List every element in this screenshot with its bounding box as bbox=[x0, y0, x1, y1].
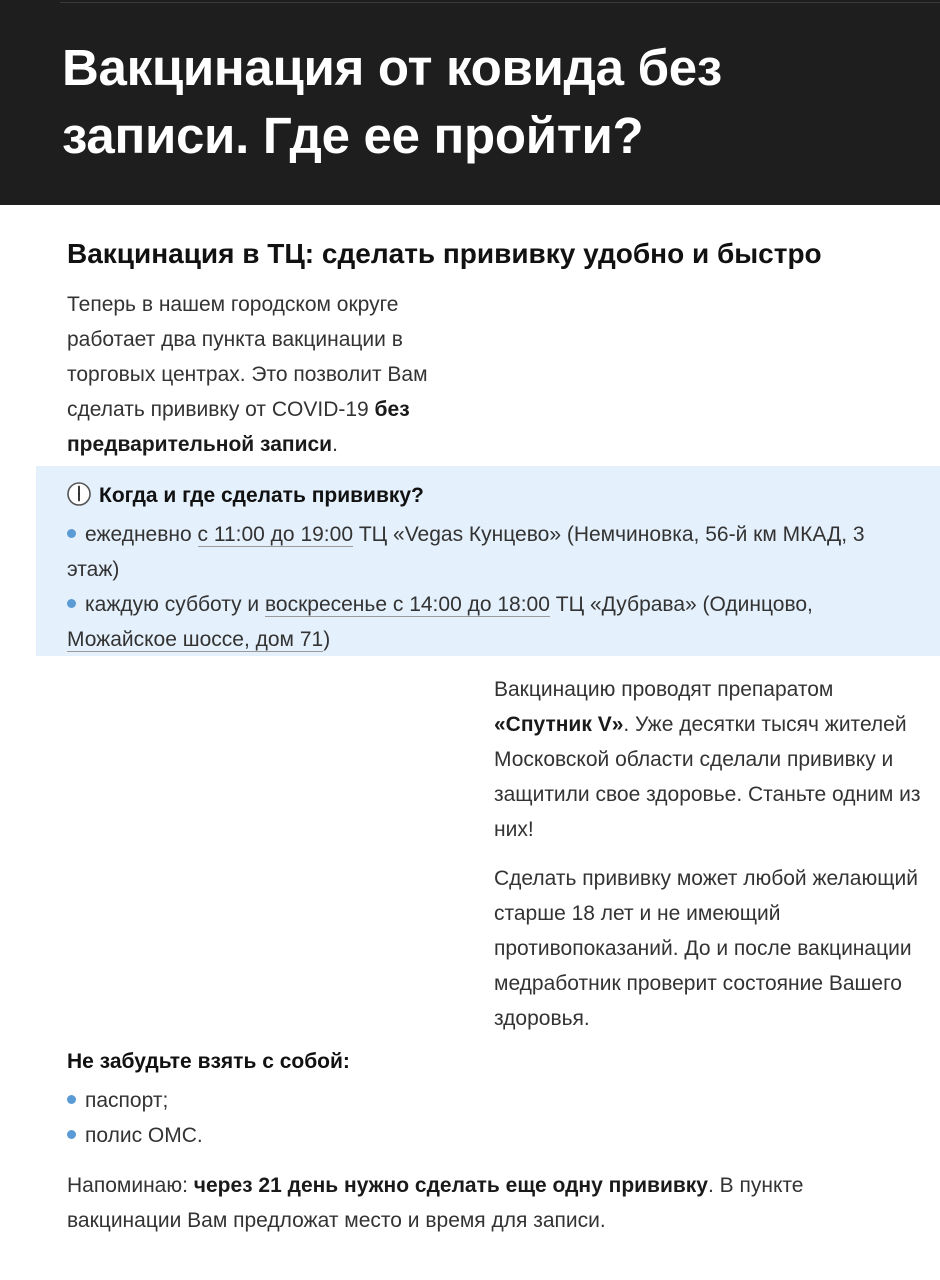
clock-icon bbox=[67, 482, 91, 506]
schedule-item-location: ТЦ «Vegas Кунцево» (Немчиновка, 56-й км МКАД, 3 этаж) bbox=[67, 523, 865, 581]
intro-text: Теперь в нашем городском округе работает два пункта вакцинации в торговых центрах. Это позволит Вам сделать прививку от COVID-19 bbox=[67, 293, 428, 421]
bullet-icon bbox=[67, 1095, 76, 1104]
reminder-bold: через 21 день нужно сделать еще одну прививку bbox=[193, 1174, 708, 1197]
schedule-title bbox=[67, 478, 424, 513]
list-item-text: паспорт; bbox=[85, 1089, 169, 1112]
section-title: Вакцинация в ТЦ: сделать прививку удобно и быстро bbox=[67, 238, 822, 269]
vaccine-paragraph bbox=[494, 672, 924, 847]
reminder-text-end: . В пункте вакцинации Вам предложат место и время для записи. bbox=[67, 1174, 804, 1232]
checklist-title: Не забудьте взять с собой: bbox=[67, 1050, 350, 1073]
list-item-text: полис ОМС. bbox=[85, 1124, 203, 1147]
bullet-icon bbox=[67, 1130, 76, 1139]
intro-paragraph bbox=[67, 287, 487, 462]
schedule-time-link[interactable]: воскресенье с 14:00 до 18:00 bbox=[264, 593, 550, 616]
reminder-paragraph bbox=[67, 1168, 917, 1238]
schedule-title-text: Когда и где сделать прививку? bbox=[99, 484, 424, 507]
vaccine-text: Вакцинацию проводят препаратом bbox=[494, 678, 834, 701]
page-title: Вакцинация от ковида без записи. Где ее пройти? bbox=[62, 39, 722, 164]
reminder-text: Напоминаю: bbox=[67, 1174, 194, 1197]
address-link[interactable]: Можайское шоссе, дом 71 bbox=[67, 628, 324, 651]
vaccine-text-end: . Уже десятки тысяч жителей Московской области сделали прививку и защитили свое здоровье. Станьте одним из них! bbox=[494, 713, 921, 841]
schedule-item-text: каждую субботу и bbox=[85, 593, 265, 616]
schedule-item-location: ТЦ «Дубрава» (Одинцово, bbox=[549, 593, 813, 616]
eligibility-paragraph: Сделать прививку может любой желающий старше 18 лет и не имеющий противопоказаний. До и после вакцинации медработник проверит состояние Вашего здоровья. bbox=[494, 867, 918, 1030]
bullet-icon bbox=[67, 529, 76, 538]
schedule-item-end: ) bbox=[323, 628, 331, 651]
bullet-icon bbox=[67, 599, 76, 608]
schedule-item bbox=[67, 517, 917, 587]
intro-bold: без предварительной записи bbox=[67, 398, 410, 456]
list-item bbox=[67, 1083, 203, 1118]
vaccine-name: «Спутник V» bbox=[494, 713, 624, 736]
list-item bbox=[67, 1118, 203, 1153]
checklist bbox=[67, 1083, 203, 1153]
schedule-item-text: ежедневно bbox=[85, 523, 198, 546]
schedule-item bbox=[67, 587, 917, 657]
header-divider bbox=[60, 2, 940, 3]
article-header bbox=[0, 0, 940, 205]
schedule-time-link[interactable]: с 11:00 до 19:00 bbox=[197, 523, 353, 546]
intro-end: . bbox=[332, 433, 338, 456]
